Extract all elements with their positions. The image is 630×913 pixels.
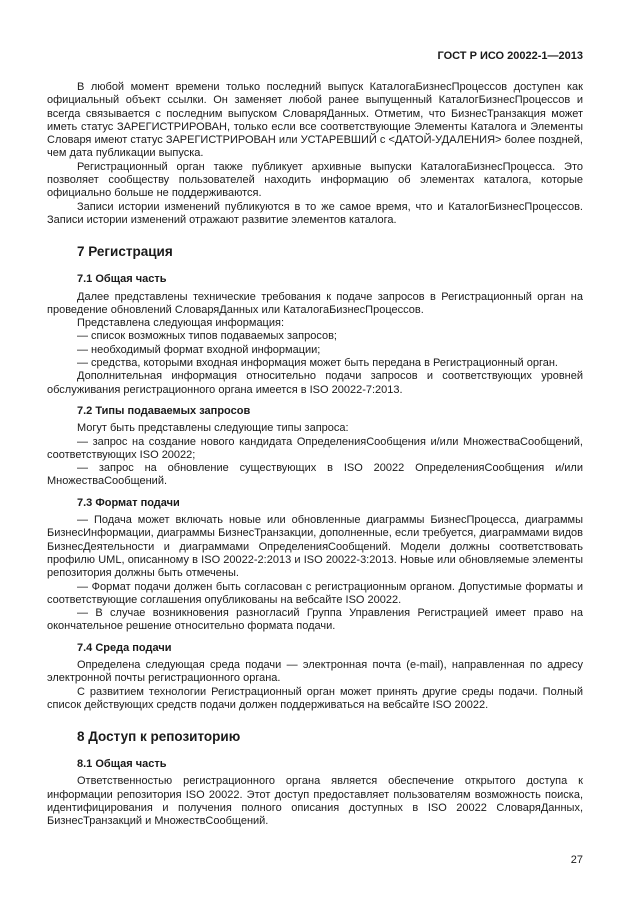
paragraph: С развитием технологии Регистрационный орган может принять другие среды подачи. Полный список действующих средств подачи должен поддерживаться на вебсайте ISO 20022. — [47, 685, 583, 711]
paragraph: Регистрационный орган также публикует архивные выпуски КаталогаБизнесПроцесса. Это позволяет сообществу пользователей находить информацию об элементах каталога, которые официально больше не поддерживаются. — [47, 160, 583, 200]
paragraph: Могут быть представлены следующие типы запроса: — [77, 422, 349, 435]
subsection-heading-8-1: 8.1 Общая часть — [77, 758, 167, 771]
paragraph: Далее представлены технические требования к подаче запросов в Регистрационный орган на проведение обновлений СловаряДанных или КаталогаБизнесПроцессов. — [47, 290, 583, 316]
section-heading-7: 7 Регистрация — [77, 244, 173, 260]
list-item: — Подача может включать новые или обновленные диаграммы БизнесПроцесса, диаграммы БизнесИнформации, диаграммы БизнесТранзакции, дополненные, если требуется, диаграммами видов БизнесДеятельности и диаграммами ОпределенияСообщений. Модели должны соответствовать профилю UML, описанному в ISO 20022-2:2013 и ISO 20022-3:2013. Новые или обновляемые элементы репозитория должны быть отмечены. — [47, 514, 583, 580]
paragraph: Определена следующая среда подачи — электронная почта (e-mail), направленная по адресу электронной почты регистрационного органа. — [47, 658, 583, 685]
page-header — [47, 50, 583, 63]
paragraph: Представлена следующая информация: — [77, 317, 285, 330]
section-heading-8: 8 Доступ к репозиторию — [77, 729, 241, 745]
subsection-heading-7-3: 7.3 Формат подачи — [77, 496, 180, 509]
list-item: — запрос на создание нового кандидата ОпределенияСообщения и/или МножестваСообщений, соответствующих ISO 20022; — [47, 435, 583, 461]
list-item: — запрос на обновление существующих в ISO 20022 ОпределенияСообщения и/или МножестваСообщений. — [47, 462, 583, 488]
list-item: — средства, которыми входная информация может быть передана в Регистрационный орган. — [77, 357, 558, 370]
subsection-heading-7-2: 7.2 Типы подаваемых запросов — [77, 404, 251, 417]
document-content — [47, 81, 583, 829]
subsection-heading-7-1: 7.1 Общая часть — [77, 273, 167, 286]
list-item: — список возможных типов подаваемых запросов; — [77, 330, 337, 343]
page-number: 27 — [570, 854, 583, 866]
list-item: — В случае возникновения разногласий Группа Управления Регистрацией имеет право на окончательное решение относительно формата подачи. — [47, 607, 583, 633]
doc-number: ГОСТ Р ИСО 20022-1—2013 — [437, 50, 583, 62]
paragraph: Дополнительная информация относительно подачи запросов и соответствующих уровней обслуживания регистрационного органа имеется в ISO 20022-7:2013. — [47, 370, 583, 396]
subsection-heading-7-4: 7.4 Среда подачи — [77, 641, 172, 654]
paragraph: Ответственностью регистрационного органа является обеспечение открытого доступа к информации репозитория ISO 20022. Этот доступ предоставляет пользователям возможность поиска, идентифицирования и получения полного описания доступных в ISO 20022 СловаряДанных, БизнесТранзакций и МножествСообщений. — [47, 775, 583, 828]
list-item: — необходимый формат входной информации; — [77, 343, 321, 356]
paragraph: В любой момент времени только последний выпуск КаталогаБизнесПроцессов доступен как официальный объект ссылки. Он заменяет любой ранее выпущенный КаталогБизнесПроцессов и всегда связывается с последним выпуском СловаряДанных. Отметим, что БизнесТранзакция может иметь статус ЗАРЕГИСТРИРОВАН, только если все соответствующие Элементы Каталога и Элементы Словаря имеют статус ЗАРЕГИСТРИРОВАН или УСТАРЕВШИЙ с <ДАТОЙ-УДАЛЕНИЯ> более поздней, чем дата публикации выпуска. — [47, 81, 583, 160]
paragraph: Записи истории изменений публикуются в то же самое время, что и КаталогБизнесПроцессов. Записи истории изменений отражают развитие элементов каталога. — [47, 200, 583, 226]
list-item: — Формат подачи должен быть согласован с регистрационным органом. Допустимые форматы и соответствующие соглашения опубликованы на вебсайте ISO 20022. — [47, 580, 583, 606]
